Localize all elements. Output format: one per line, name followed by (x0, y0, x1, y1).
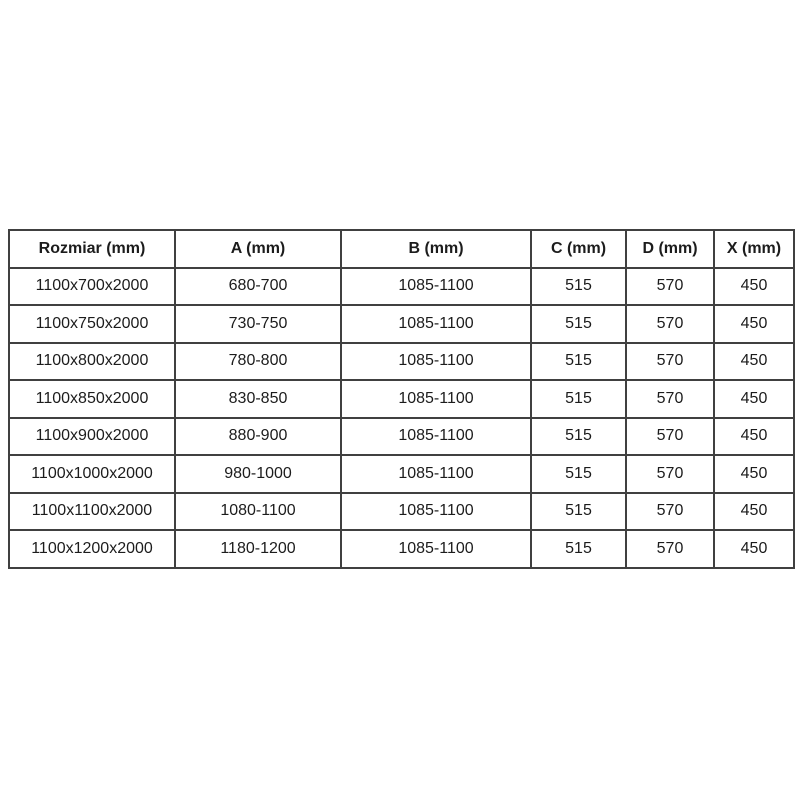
table-cell: 570 (626, 305, 714, 343)
table-cell: 450 (714, 380, 794, 418)
table-cell: 570 (626, 530, 714, 568)
table-cell: 780-800 (175, 343, 341, 381)
table-cell: 1100x750x2000 (9, 305, 175, 343)
table-cell: 515 (531, 343, 626, 381)
table-cell: 515 (531, 418, 626, 456)
table-cell: 1100x900x2000 (9, 418, 175, 456)
table-cell: 1085-1100 (341, 380, 531, 418)
table-row (9, 493, 794, 531)
table-cell: 450 (714, 343, 794, 381)
table-cell: 1180-1200 (175, 530, 341, 568)
size-spec-table-container (8, 229, 793, 569)
table-row (9, 455, 794, 493)
table-cell: 515 (531, 455, 626, 493)
table-cell: 980-1000 (175, 455, 341, 493)
table-row (9, 268, 794, 306)
column-header: X (mm) (714, 230, 794, 268)
table-cell: 680-700 (175, 268, 341, 306)
table-row (9, 380, 794, 418)
table-row (9, 305, 794, 343)
table-cell: 450 (714, 305, 794, 343)
table-cell: 450 (714, 268, 794, 306)
table-cell: 1085-1100 (341, 268, 531, 306)
size-spec-table (8, 229, 795, 569)
table-cell: 570 (626, 268, 714, 306)
table-cell: 570 (626, 455, 714, 493)
table-cell: 1085-1100 (341, 418, 531, 456)
table-cell: 450 (714, 455, 794, 493)
table-cell: 450 (714, 530, 794, 568)
table-cell: 515 (531, 380, 626, 418)
table-cell: 1100x1200x2000 (9, 530, 175, 568)
table-row (9, 343, 794, 381)
table-header-row (9, 230, 794, 268)
table-cell: 730-750 (175, 305, 341, 343)
column-header: B (mm) (341, 230, 531, 268)
table-cell: 570 (626, 343, 714, 381)
column-header: D (mm) (626, 230, 714, 268)
table-cell: 880-900 (175, 418, 341, 456)
table-cell: 1100x850x2000 (9, 380, 175, 418)
column-header: A (mm) (175, 230, 341, 268)
table-cell: 515 (531, 493, 626, 531)
table-cell: 1080-1100 (175, 493, 341, 531)
table-cell: 1085-1100 (341, 343, 531, 381)
table-cell: 515 (531, 530, 626, 568)
table-cell: 570 (626, 418, 714, 456)
table-cell: 1100x1100x2000 (9, 493, 175, 531)
table-cell: 1085-1100 (341, 305, 531, 343)
table-cell: 450 (714, 418, 794, 456)
column-header: Rozmiar (mm) (9, 230, 175, 268)
table-cell: 1085-1100 (341, 530, 531, 568)
table-body (9, 268, 794, 568)
table-row (9, 530, 794, 568)
table-cell: 1100x800x2000 (9, 343, 175, 381)
column-header: C (mm) (531, 230, 626, 268)
table-cell: 570 (626, 493, 714, 531)
table-cell: 1085-1100 (341, 493, 531, 531)
table-cell: 1085-1100 (341, 455, 531, 493)
table-cell: 1100x700x2000 (9, 268, 175, 306)
table-cell: 515 (531, 268, 626, 306)
table-cell: 515 (531, 305, 626, 343)
table-cell: 450 (714, 493, 794, 531)
table-row (9, 418, 794, 456)
table-cell: 830-850 (175, 380, 341, 418)
table-cell: 1100x1000x2000 (9, 455, 175, 493)
table-cell: 570 (626, 380, 714, 418)
